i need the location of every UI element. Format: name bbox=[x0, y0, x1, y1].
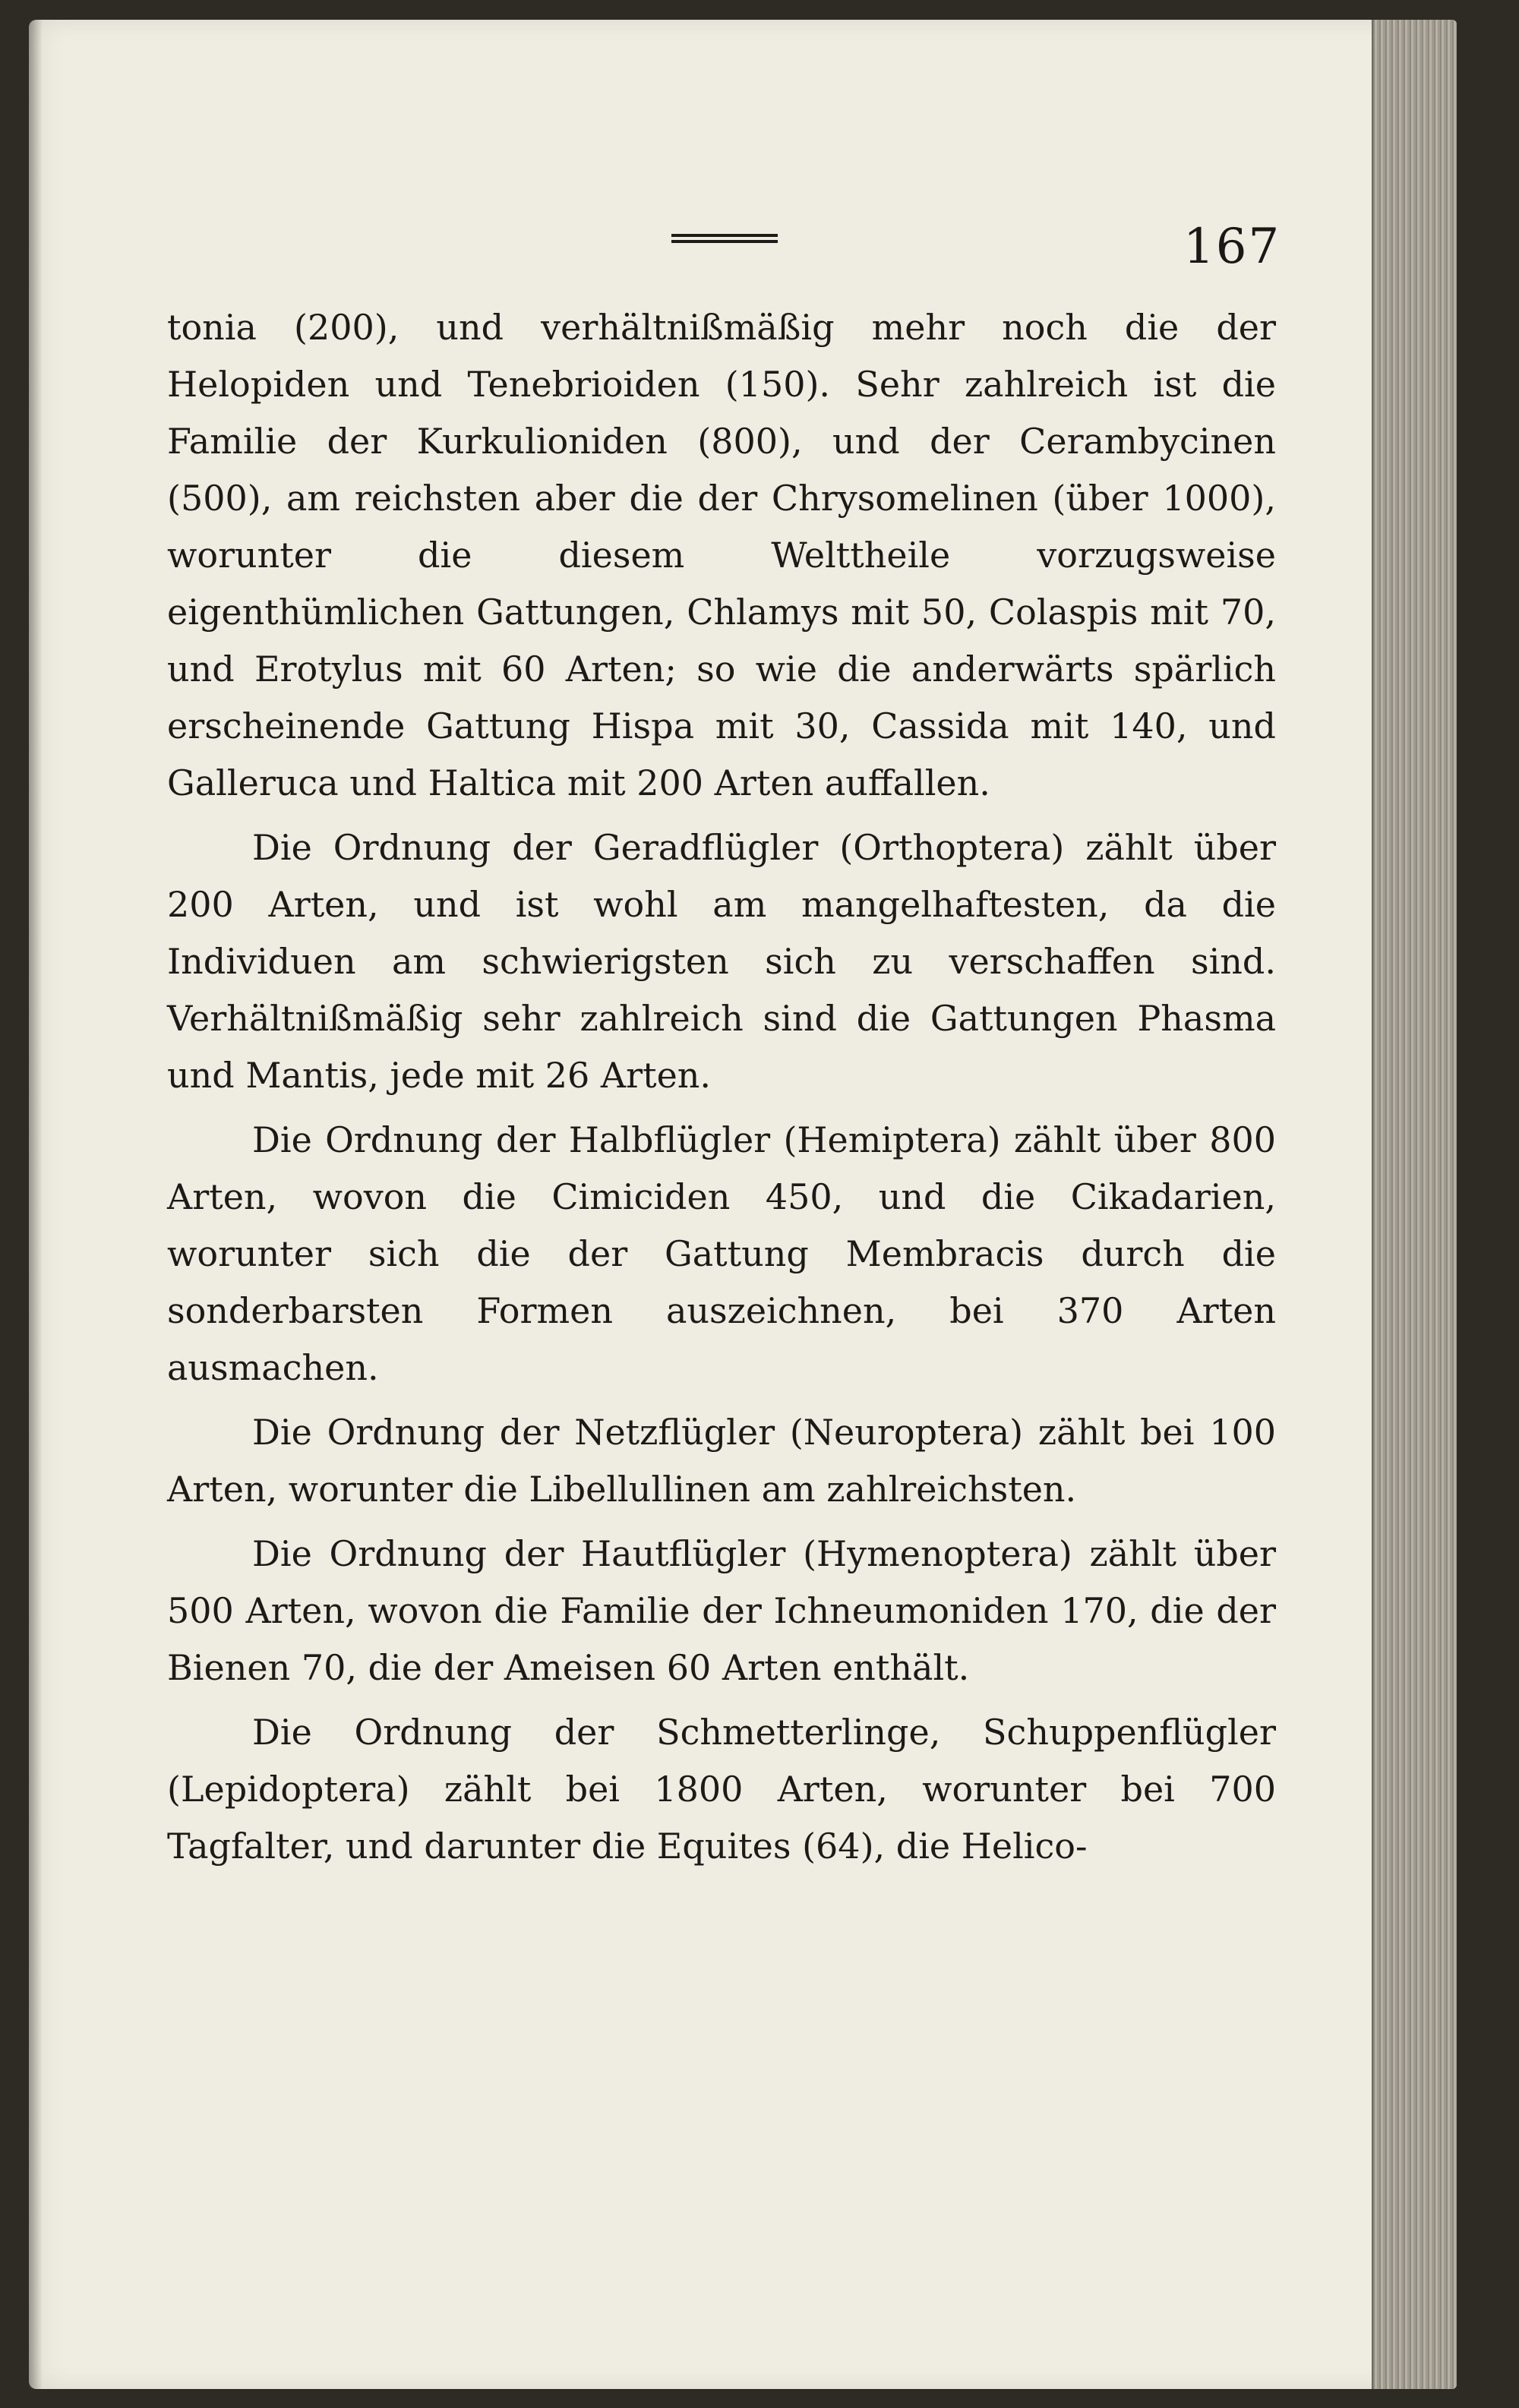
paragraph: Die Ordnung der Hautflügler (Hymenoptera) zählt über 500 Arten, wovon die Familie der Ichneumoniden 170, die der Bienen 70, die der Ameisen 60 Arten enthält. bbox=[167, 1533, 1276, 1688]
paragraph: Die Ordnung der Geradflügler (Orthoptera) zählt über 200 Arten, und ist wohl am mangelhaftesten, da die Individuen am schwierigsten sich zu verschaffen sind. Verhältnißmäßig sehr zahlreich sind die Gattungen Phasma und Mantis, jede mit 26 Arten. bbox=[167, 827, 1276, 1096]
page-edge bbox=[1372, 20, 1457, 2389]
book-page bbox=[29, 20, 1457, 2389]
paragraph: Die Ordnung der Schmetterlinge, Schuppenflügler (Lepidoptera) zählt bei 1800 Arten, worunter bei 700 Tagfalter, und darunter die Equites (64), die Helico- bbox=[167, 1712, 1276, 1867]
paragraph: tonia (200), und verhältnißmäßig mehr noch die der Helopiden und Tenebrioiden (150). Sehr zahlreich ist die Familie der Kurkulioniden (800), und der Cerambycinen (500), am reichsten aber die der Chrysomelinen (über 1000), worunter die diesem Welttheile vorzugsweise eigenthümlichen Gattungen, Chlamys mit 50, Colaspis mit 70, und Erotylus mit 60 Arten; so wie die anderwärts spärlich erscheinende Gattung Hispa mit 30, Cassida mit 140, und Galleruca und Haltica mit 200 Arten auffallen. bbox=[167, 307, 1276, 803]
header-rule bbox=[671, 234, 778, 251]
spine-shadow bbox=[29, 20, 43, 2389]
text-block bbox=[167, 299, 1276, 1883]
paragraph: Die Ordnung der Netzflügler (Neuroptera) zählt bei 100 Arten, worunter die Libellullinen am zahlreichsten. bbox=[167, 1412, 1276, 1510]
paragraph: Die Ordnung der Halbflügler (Hemiptera) zählt über 800 Arten, wovon die Cimiciden 450, und die Cikadarien, worunter sich die der Gattung Membracis durch die sonderbarsten Formen auszeichnen, bei 370 Arten ausmachen. bbox=[167, 1119, 1276, 1388]
page-number: 167 bbox=[1183, 219, 1281, 275]
